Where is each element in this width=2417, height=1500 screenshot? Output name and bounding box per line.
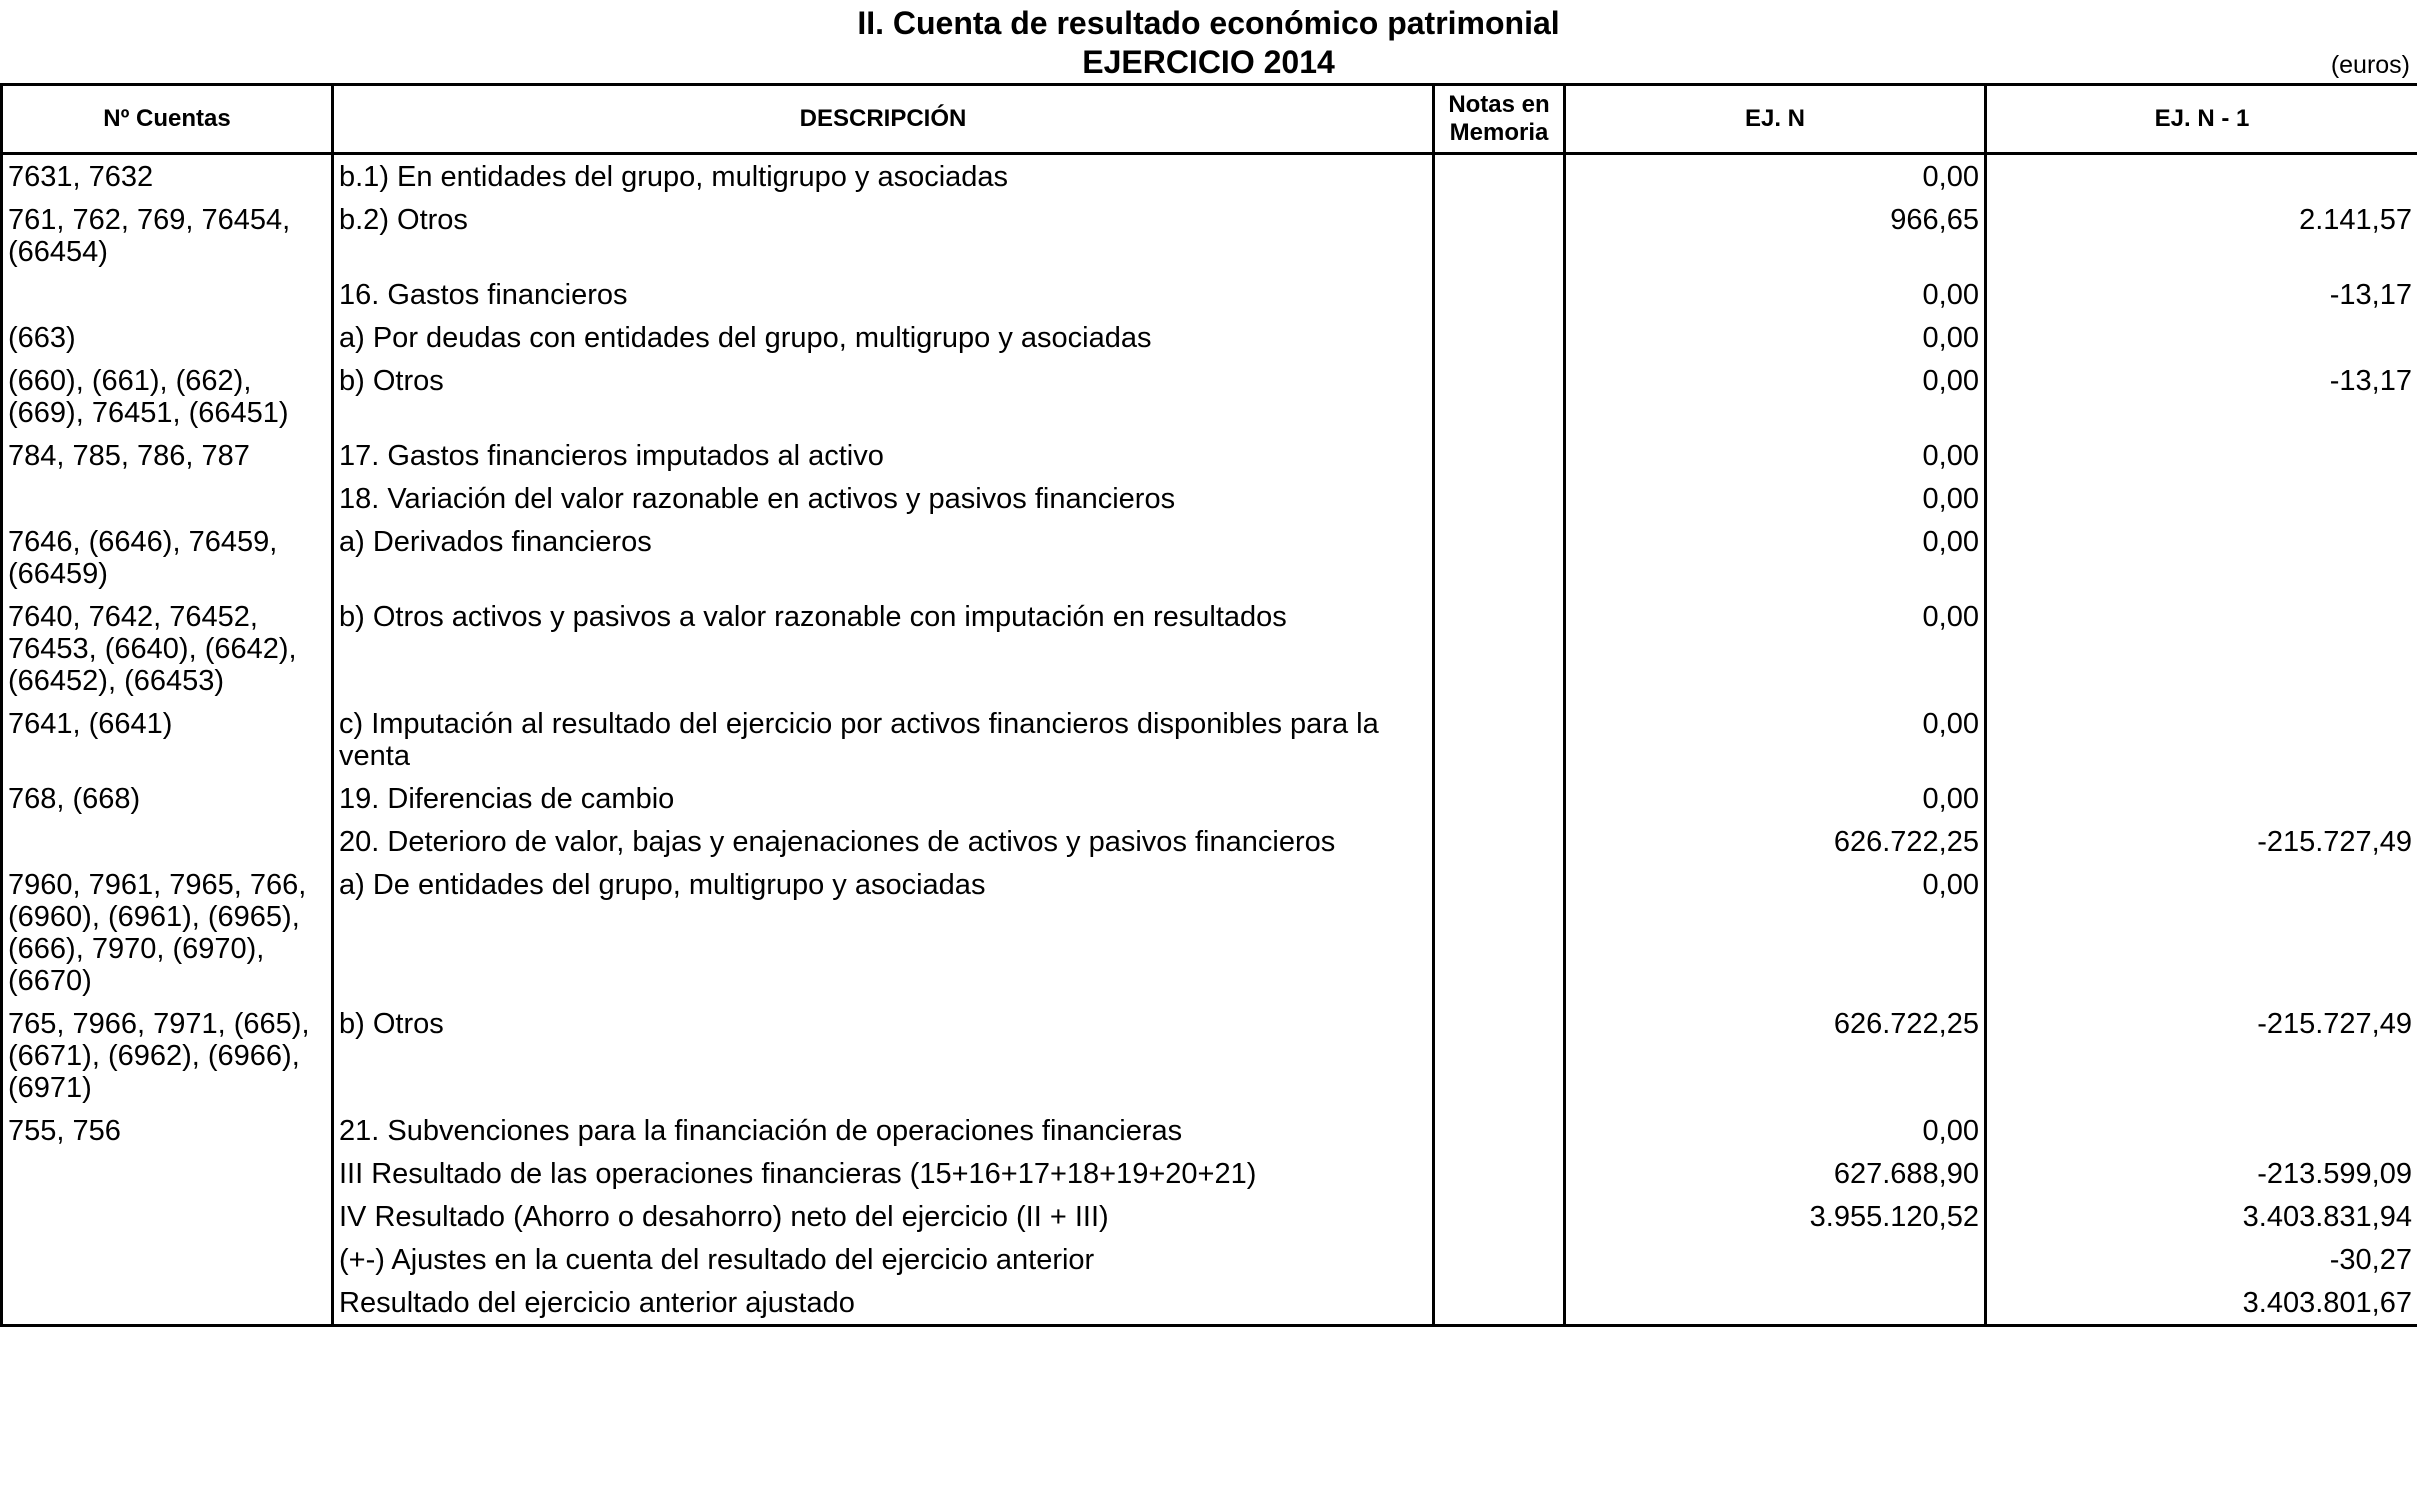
cell-descripcion: III Resultado de las operaciones financieras (15+16+17+18+19+20+21) bbox=[333, 1152, 1434, 1195]
cell-notas bbox=[1434, 777, 1565, 820]
cell-cuentas bbox=[2, 1238, 333, 1281]
cell-notas bbox=[1434, 595, 1565, 702]
cell-ej-n: 3.955.120,52 bbox=[1565, 1195, 1986, 1238]
cell-ej-n1: -13,17 bbox=[1986, 273, 2417, 316]
cell-ej-n1: -215.727,49 bbox=[1986, 1002, 2417, 1109]
cell-ej-n1: -30,27 bbox=[1986, 1238, 2417, 1281]
table-row bbox=[2, 1109, 2417, 1152]
cell-notas bbox=[1434, 1195, 1565, 1238]
cell-cuentas: 7631, 7632 bbox=[2, 154, 333, 199]
cell-ej-n1 bbox=[1986, 154, 2417, 199]
cell-descripcion: b.1) En entidades del grupo, multigrupo y asociadas bbox=[333, 154, 1434, 199]
cell-ej-n1: 3.403.801,67 bbox=[1986, 1281, 2417, 1326]
column-header-descripcion: DESCRIPCIÓN bbox=[333, 85, 1434, 154]
table-row bbox=[2, 359, 2417, 434]
report-subtitle: EJERCICIO 2014 bbox=[1082, 44, 1335, 80]
cell-ej-n1 bbox=[1986, 520, 2417, 595]
cell-cuentas: 755, 756 bbox=[2, 1109, 333, 1152]
cell-notas bbox=[1434, 1002, 1565, 1109]
cell-cuentas: 784, 785, 786, 787 bbox=[2, 434, 333, 477]
cell-cuentas: (660), (661), (662), (669), 76451, (66451) bbox=[2, 359, 333, 434]
cell-notas bbox=[1434, 154, 1565, 199]
cell-notas bbox=[1434, 273, 1565, 316]
report-title: II. Cuenta de resultado económico patrimonial bbox=[857, 5, 1560, 41]
column-header-ej-n1: EJ. N - 1 bbox=[1986, 85, 2417, 154]
cell-ej-n: 0,00 bbox=[1565, 1109, 1986, 1152]
cell-ej-n: 0,00 bbox=[1565, 520, 1986, 595]
cell-cuentas bbox=[2, 1195, 333, 1238]
cell-ej-n: 626.722,25 bbox=[1565, 820, 1986, 863]
cell-ej-n: 0,00 bbox=[1565, 154, 1986, 199]
cell-notas bbox=[1434, 316, 1565, 359]
cell-ej-n: 0,00 bbox=[1565, 702, 1986, 777]
table-row bbox=[2, 1195, 2417, 1238]
cell-notas bbox=[1434, 520, 1565, 595]
table-row bbox=[2, 702, 2417, 777]
cell-ej-n: 0,00 bbox=[1565, 595, 1986, 702]
table-row bbox=[2, 154, 2417, 199]
table-row bbox=[2, 1152, 2417, 1195]
cell-cuentas: 765, 7966, 7971, (665), (6671), (6962), (6966), (6971) bbox=[2, 1002, 333, 1109]
cell-ej-n: 627.688,90 bbox=[1565, 1152, 1986, 1195]
cell-descripcion: b.2) Otros bbox=[333, 198, 1434, 273]
cell-cuentas bbox=[2, 1152, 333, 1195]
cell-ej-n1: -13,17 bbox=[1986, 359, 2417, 434]
cell-notas bbox=[1434, 1152, 1565, 1195]
cell-ej-n: 0,00 bbox=[1565, 863, 1986, 1002]
cell-descripcion: IV Resultado (Ahorro o desahorro) neto del ejercicio (II + III) bbox=[333, 1195, 1434, 1238]
table-row bbox=[2, 595, 2417, 702]
cell-ej-n1: 3.403.831,94 bbox=[1986, 1195, 2417, 1238]
cell-ej-n: 0,00 bbox=[1565, 434, 1986, 477]
table-row bbox=[2, 820, 2417, 863]
cell-descripcion: 16. Gastos financieros bbox=[333, 273, 1434, 316]
cell-ej-n1 bbox=[1986, 316, 2417, 359]
table-row bbox=[2, 1002, 2417, 1109]
table-row bbox=[2, 198, 2417, 273]
cell-ej-n: 626.722,25 bbox=[1565, 1002, 1986, 1109]
cell-descripcion: b) Otros bbox=[333, 359, 1434, 434]
cell-ej-n1 bbox=[1986, 477, 2417, 520]
cell-cuentas bbox=[2, 273, 333, 316]
table-header-row bbox=[2, 85, 2417, 154]
cell-notas bbox=[1434, 359, 1565, 434]
cell-ej-n1 bbox=[1986, 434, 2417, 477]
cell-cuentas: (663) bbox=[2, 316, 333, 359]
cell-ej-n: 966,65 bbox=[1565, 198, 1986, 273]
column-header-ej-n: EJ. N bbox=[1565, 85, 1986, 154]
cell-descripcion: 19. Diferencias de cambio bbox=[333, 777, 1434, 820]
cell-notas bbox=[1434, 863, 1565, 1002]
cell-descripcion: (+-) Ajustes en la cuenta del resultado del ejercicio anterior bbox=[333, 1238, 1434, 1281]
cell-descripcion: 20. Deterioro de valor, bajas y enajenaciones de activos y pasivos financieros bbox=[333, 820, 1434, 863]
table-row bbox=[2, 863, 2417, 1002]
table-row bbox=[2, 777, 2417, 820]
cell-notas bbox=[1434, 477, 1565, 520]
column-header-cuentas: Nº Cuentas bbox=[2, 85, 333, 154]
table-body bbox=[2, 154, 2417, 1326]
cell-notas bbox=[1434, 1109, 1565, 1152]
cell-ej-n: 0,00 bbox=[1565, 273, 1986, 316]
cell-ej-n bbox=[1565, 1281, 1986, 1326]
cell-cuentas: 7641, (6641) bbox=[2, 702, 333, 777]
cell-ej-n: 0,00 bbox=[1565, 359, 1986, 434]
cell-descripcion: 18. Variación del valor razonable en activos y pasivos financieros bbox=[333, 477, 1434, 520]
cell-descripcion: b) Otros bbox=[333, 1002, 1434, 1109]
cell-ej-n: 0,00 bbox=[1565, 477, 1986, 520]
cell-cuentas: 7646, (6646), 76459, (66459) bbox=[2, 520, 333, 595]
cell-cuentas bbox=[2, 1281, 333, 1326]
table-row bbox=[2, 1281, 2417, 1326]
table-row bbox=[2, 434, 2417, 477]
cell-ej-n1 bbox=[1986, 777, 2417, 820]
cell-cuentas: 768, (668) bbox=[2, 777, 333, 820]
cell-notas bbox=[1434, 820, 1565, 863]
cell-notas bbox=[1434, 1238, 1565, 1281]
cell-ej-n bbox=[1565, 1238, 1986, 1281]
table-row bbox=[2, 1238, 2417, 1281]
cell-cuentas bbox=[2, 820, 333, 863]
cell-ej-n1 bbox=[1986, 702, 2417, 777]
cell-descripcion: 17. Gastos financieros imputados al activo bbox=[333, 434, 1434, 477]
table-row bbox=[2, 316, 2417, 359]
table-row bbox=[2, 520, 2417, 595]
cell-cuentas: 7960, 7961, 7965, 766, (6960), (6961), (6965), (666), 7970, (6970), (6670) bbox=[2, 863, 333, 1002]
cell-notas bbox=[1434, 702, 1565, 777]
cell-cuentas: 761, 762, 769, 76454, (66454) bbox=[2, 198, 333, 273]
cell-descripcion: c) Imputación al resultado del ejercicio por activos financieros disponibles para la venta bbox=[333, 702, 1434, 777]
cell-ej-n1 bbox=[1986, 863, 2417, 1002]
table-row bbox=[2, 477, 2417, 520]
cell-ej-n1: 2.141,57 bbox=[1986, 198, 2417, 273]
cell-descripcion: 21. Subvenciones para la financiación de operaciones financieras bbox=[333, 1109, 1434, 1152]
cell-ej-n1 bbox=[1986, 1109, 2417, 1152]
cell-notas bbox=[1434, 1281, 1565, 1326]
cell-descripcion: a) Por deudas con entidades del grupo, multigrupo y asociadas bbox=[333, 316, 1434, 359]
cell-descripcion: a) De entidades del grupo, multigrupo y asociadas bbox=[333, 863, 1434, 1002]
cell-cuentas: 7640, 7642, 76452, 76453, (6640), (6642), (66452), (66453) bbox=[2, 595, 333, 702]
cell-descripcion: Resultado del ejercicio anterior ajustado bbox=[333, 1281, 1434, 1326]
cell-ej-n1: -213.599,09 bbox=[1986, 1152, 2417, 1195]
currency-unit: (euros) bbox=[2330, 51, 2410, 79]
cell-ej-n1 bbox=[1986, 595, 2417, 702]
cell-descripcion: a) Derivados financieros bbox=[333, 520, 1434, 595]
table-row bbox=[2, 273, 2417, 316]
cell-notas bbox=[1434, 434, 1565, 477]
results-table bbox=[0, 83, 2417, 1327]
cell-descripcion: b) Otros activos y pasivos a valor razonable con imputación en resultados bbox=[333, 595, 1434, 702]
cell-ej-n: 0,00 bbox=[1565, 777, 1986, 820]
cell-ej-n: 0,00 bbox=[1565, 316, 1986, 359]
cell-ej-n1: -215.727,49 bbox=[1986, 820, 2417, 863]
column-header-notas: Notas en Memoria bbox=[1434, 85, 1565, 154]
cell-notas bbox=[1434, 198, 1565, 273]
cell-cuentas bbox=[2, 477, 333, 520]
